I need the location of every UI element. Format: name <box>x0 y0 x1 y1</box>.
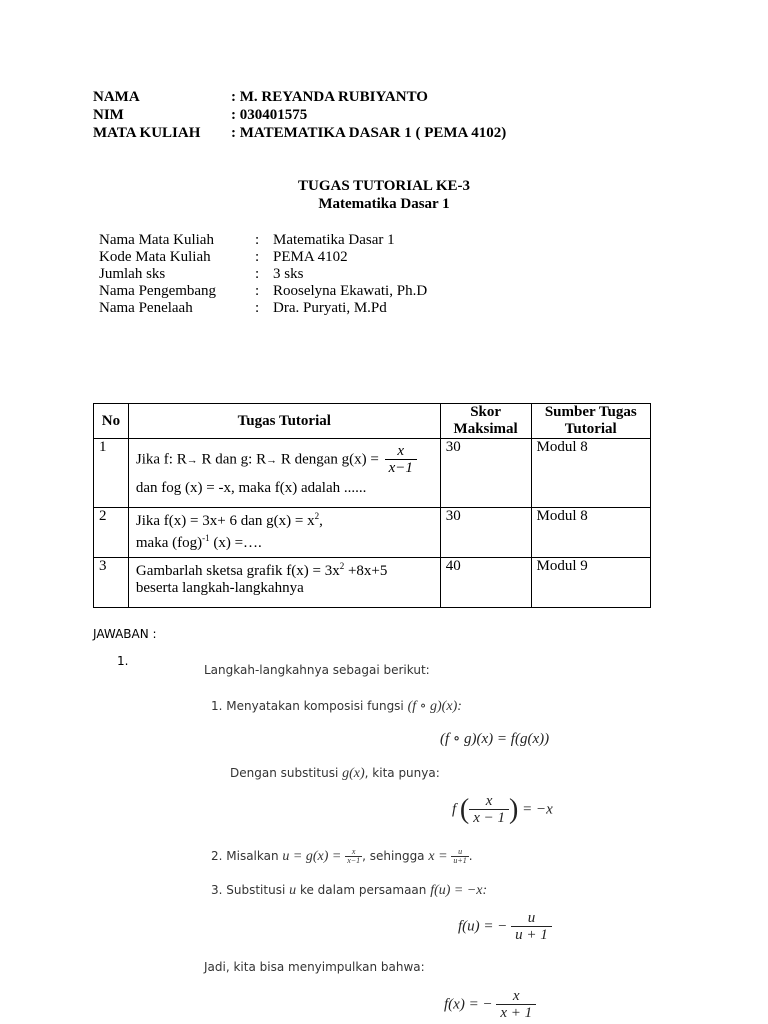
info-colon: : <box>255 300 260 316</box>
info-row <box>99 300 387 317</box>
info-value: Matematika Dasar 1 <box>273 232 395 248</box>
tutorial-table <box>93 403 651 608</box>
superscript: -1 <box>202 533 210 543</box>
task-text: Jika f(x) = 3x+ 6 dan g(x) = x <box>135 513 315 529</box>
task-text: , <box>319 513 323 529</box>
info-key: Nama Penelaah <box>99 300 193 316</box>
eq-lhs: f(u) = − <box>458 918 508 935</box>
fraction <box>469 793 509 827</box>
info-row <box>99 283 427 300</box>
table-row <box>94 439 651 508</box>
info-key: Nama Pengembang <box>99 283 217 299</box>
step-text: . <box>468 849 473 863</box>
task-text: R dengan g(x) = <box>280 451 379 468</box>
table-row <box>94 558 651 608</box>
info-key: Nama Mata Kuliah <box>99 232 214 248</box>
arrow-icon: → <box>266 454 278 467</box>
superscript: 2 <box>339 561 345 571</box>
equation-1: (f ∘ g)(x) = f(g(x)) <box>440 731 550 747</box>
info-row <box>99 232 395 249</box>
cell-score: 30 <box>440 439 531 508</box>
equation-2 <box>452 793 553 827</box>
fraction <box>511 910 552 944</box>
cell-source: Modul 9 <box>531 558 650 608</box>
header-no: No <box>94 404 129 439</box>
info-colon: : <box>255 283 260 299</box>
answer-number: 1. <box>117 654 129 668</box>
answer-intro: Langkah-langkahnya sebagai berikut: <box>204 663 430 677</box>
answer-step-1 <box>211 698 462 715</box>
task-text: Gambarlah sketsa grafik f(x) = 3x <box>135 563 340 579</box>
answer-substitution <box>230 766 440 782</box>
cell-task <box>128 439 440 508</box>
step-math: u = g(x) = <box>282 849 342 864</box>
equation-4 <box>444 988 536 1022</box>
fraction <box>385 444 417 476</box>
cell-task <box>128 508 440 558</box>
fraction-numerator: u <box>458 847 463 856</box>
fraction-numerator: x <box>485 793 493 809</box>
step-text: 3. Substitusi <box>211 883 286 897</box>
identity-row-nama <box>93 88 428 106</box>
equation-3 <box>458 910 552 944</box>
fraction <box>496 988 536 1022</box>
step-math: u <box>289 883 297 898</box>
info-key: Jumlah sks <box>99 266 166 282</box>
paren-close-icon: ) <box>509 794 519 825</box>
cell-no: 2 <box>94 508 129 558</box>
document-title: TUGAS TUTORIAL KE-3 <box>298 178 470 194</box>
answer-heading: JAWABAN : <box>93 627 157 641</box>
header-source: Sumber Tugas Tutorial <box>531 404 650 439</box>
fraction <box>345 848 362 865</box>
info-value: Rooselyna Ekawati, Ph.D <box>273 283 428 299</box>
fraction-denominator: x − 1 <box>469 809 509 827</box>
arrow-icon: → <box>186 454 198 467</box>
task-text: +8x+5 <box>344 563 388 579</box>
fraction <box>451 848 468 865</box>
cell-score: 40 <box>440 558 531 608</box>
document-subtitle: Matematika Dasar 1 <box>318 196 450 212</box>
step-text: Dengan substitusi <box>230 766 339 780</box>
superscript: 2 <box>314 511 320 521</box>
cell-source: Modul 8 <box>531 439 650 508</box>
task-text: (x) =…. <box>209 535 262 551</box>
fraction-numerator: x <box>397 443 405 459</box>
identity-label: MATA KULIAH <box>93 125 201 141</box>
identity-value: : M. REYANDA RUBIYANTO <box>231 89 428 105</box>
step-text: ke dalam persamaan <box>299 883 427 897</box>
step-math: g(x) <box>342 766 365 781</box>
header-task: Tugas Tutorial <box>128 404 440 439</box>
identity-value: : 030401575 <box>231 107 308 123</box>
answer-conclusion: Jadi, kita bisa menyimpulkan bahwa: <box>204 960 425 974</box>
task-text: dan fog (x) = -x, maka f(x) adalah ...... <box>135 480 367 496</box>
fraction-numerator: u <box>527 910 536 926</box>
fraction-denominator: u+1 <box>453 856 467 865</box>
task-text: beserta langkah-langkahnya <box>135 580 304 596</box>
info-key: Kode Mata Kuliah <box>99 249 211 265</box>
table-header-row <box>94 404 651 439</box>
identity-row-mata-kuliah <box>93 124 506 142</box>
info-value: 3 sks <box>273 266 304 282</box>
step-math: (f ∘ g)(x): <box>407 699 462 714</box>
identity-label: NAMA <box>93 89 140 105</box>
identity-value: : MATEMATIKA DASAR 1 ( PEMA 4102) <box>231 125 507 141</box>
fraction-denominator: x + 1 <box>496 1004 536 1022</box>
table-row <box>94 508 651 558</box>
info-row <box>99 266 303 283</box>
cell-score: 30 <box>440 508 531 558</box>
fraction-denominator: x−1 <box>347 856 361 865</box>
cell-no: 1 <box>94 439 129 508</box>
fraction-denominator: x−1 <box>385 459 417 476</box>
task-text: maka (fog) <box>135 535 203 551</box>
info-colon: : <box>255 232 260 248</box>
fraction-denominator: u + 1 <box>511 926 552 944</box>
fraction-numerator: x <box>351 847 356 856</box>
cell-task <box>128 558 440 608</box>
step-math: f(u) = −x: <box>430 883 488 898</box>
answer-step-2 <box>211 848 473 865</box>
answer-step-3 <box>211 883 487 899</box>
paren-open-icon: ( <box>459 794 470 825</box>
cell-no: 3 <box>94 558 129 608</box>
info-value: Dra. Puryati, M.Pd <box>273 300 387 316</box>
step-text: , sehingga <box>362 849 425 863</box>
eq-lhs: f(x) = − <box>444 996 493 1013</box>
info-value: PEMA 4102 <box>273 249 348 265</box>
task-text: Jika f: R <box>135 451 187 468</box>
step-text: 2. Misalkan <box>211 849 279 863</box>
step-text: 1. Menyatakan komposisi fungsi <box>211 699 404 713</box>
identity-row-nim <box>93 106 307 124</box>
header-score: Skor Maksimal <box>440 404 531 439</box>
step-math: x = <box>428 849 448 864</box>
eq-rhs: = −x <box>522 801 553 818</box>
task-text: R dan g: R <box>201 451 267 468</box>
identity-label: NIM <box>93 107 124 123</box>
info-colon: : <box>255 249 260 265</box>
fraction-numerator: x <box>512 988 520 1004</box>
info-colon: : <box>255 266 260 282</box>
info-row <box>99 249 348 266</box>
eq-function: f <box>452 801 457 818</box>
cell-source: Modul 8 <box>531 508 650 558</box>
step-text: , kita punya: <box>364 766 440 780</box>
